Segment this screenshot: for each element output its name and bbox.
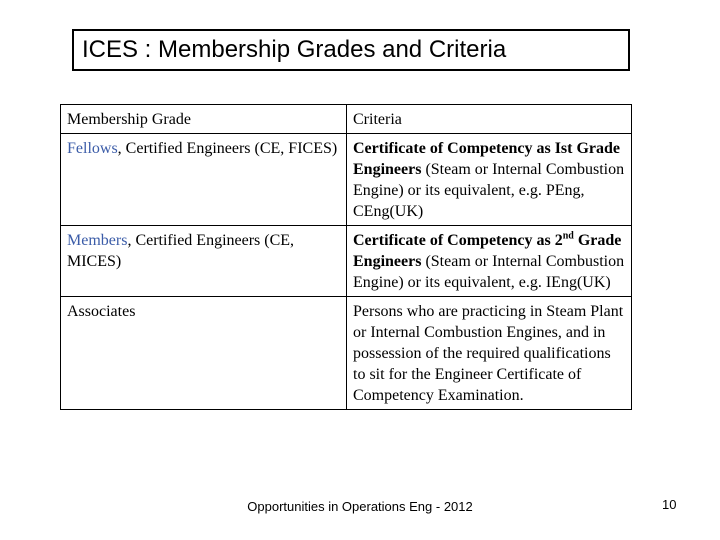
grade-cell [61,226,347,297]
grade-cell [61,134,347,226]
table-row [61,226,632,297]
table-row [61,297,632,410]
membership-criteria-table [60,104,632,410]
criteria-superscript: nd [562,230,574,242]
criteria-text: (Steam or Internal Combustion Engine) or its equivalent, e.g. IEng(UK) [353,253,625,291]
grade-text: Associates [67,303,136,320]
criteria-bold: Certificate of Competency as 2 [353,232,563,249]
header-membership-grade: Membership Grade [61,105,347,134]
grade-highlight: Members [67,232,128,249]
grade-cell [61,297,347,410]
page-number: 10 [662,497,677,512]
header-criteria: Criteria [347,105,632,134]
grade-highlight: Fellows [67,140,118,157]
table-header-row [61,105,632,134]
slide-title: ICES : Membership Grades and Criteria [72,29,630,71]
criteria-cell [347,134,632,226]
grade-text: , Certified Engineers (CE, FICES) [117,140,338,157]
criteria-cell [347,226,632,297]
slide-footer: Opportunities in Operations Eng - 2012 [247,499,473,514]
criteria-cell [347,297,632,410]
criteria-text: (Steam or Internal Combustion Engine) or its equivalent, e.g. PEng, CEng(UK) [353,161,625,220]
grade-text: , Certified Engineers (CE, MICES) [67,232,295,270]
criteria-text: Persons who are practicing in Steam Plant or Internal Combustion Engines, and in possession of the required qualifications to sit for the Engineer Certificate of Competency Examination. [353,303,624,404]
criteria-bold-continued: Grade Engineers [353,232,622,270]
criteria-bold: Certificate of Competency as Ist Grade Engineers [353,140,621,178]
table-row [61,134,632,226]
